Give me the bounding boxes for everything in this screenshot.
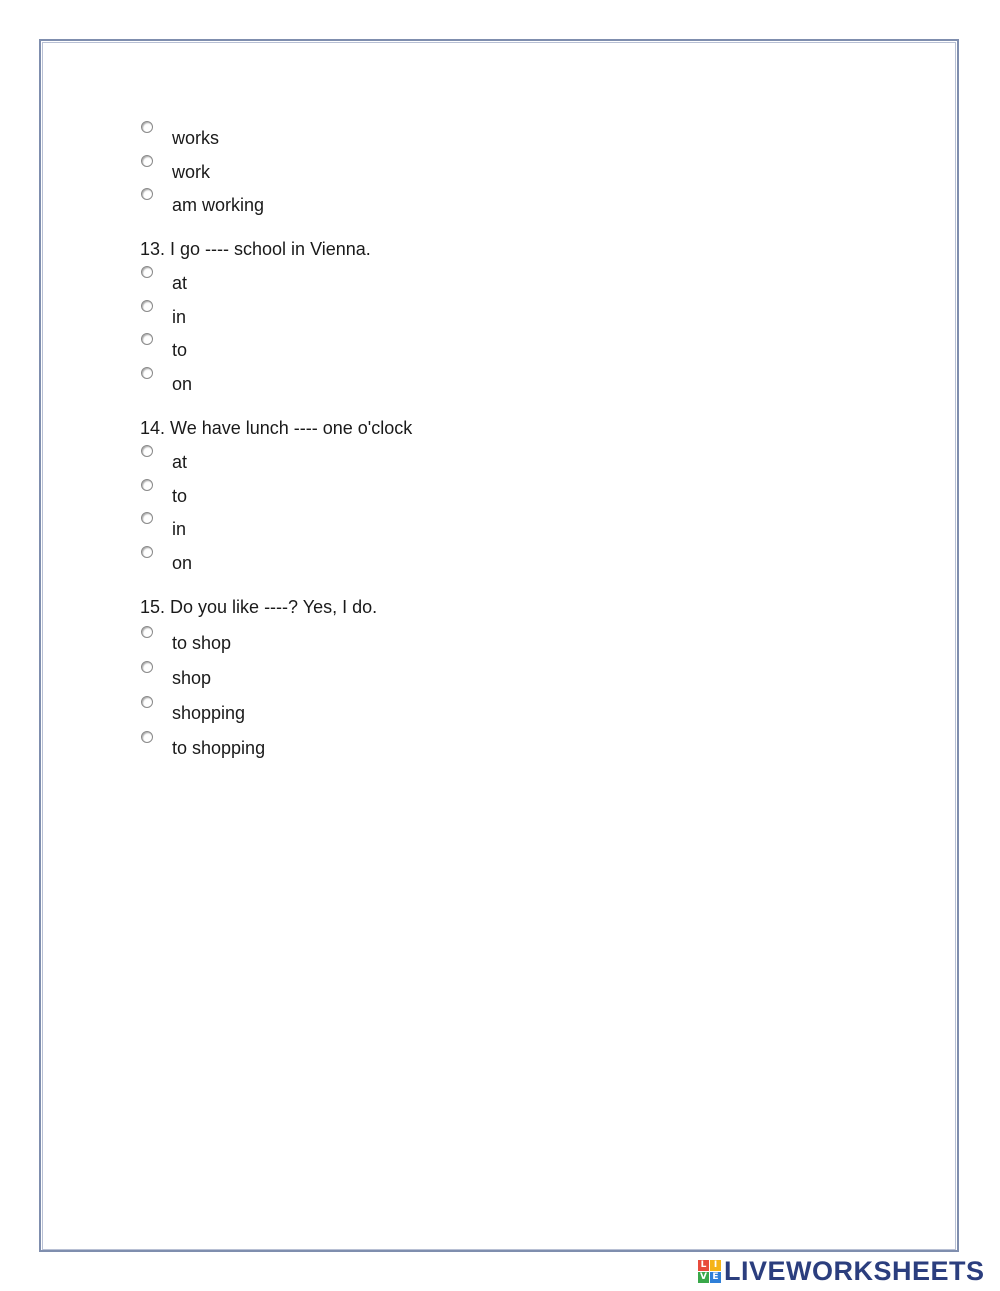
option-label: at (172, 452, 188, 472)
radio-button-icon[interactable] (141, 512, 153, 524)
option-label: work (172, 162, 211, 182)
liveworksheets-logo-icon (698, 1260, 721, 1283)
option-label: to shop (172, 633, 232, 653)
option-label: to shopping (172, 738, 266, 758)
radio-button-icon[interactable] (141, 333, 153, 345)
option-label: shop (172, 668, 212, 688)
question-14-text: 14. We have lunch ---- one o'clock (140, 418, 413, 438)
option-label: works (172, 128, 220, 148)
radio-button-icon[interactable] (141, 661, 153, 673)
option-label: in (172, 307, 187, 327)
question-13-text: 13. I go ---- school in Vienna. (140, 239, 371, 259)
radio-button-icon[interactable] (141, 121, 153, 133)
logo-tile-i: I (710, 1260, 721, 1271)
radio-button-icon[interactable] (141, 626, 153, 638)
question-15-text: 15. Do you like ----? Yes, I do. (140, 597, 378, 617)
radio-button-icon[interactable] (141, 731, 153, 743)
radio-button-icon[interactable] (141, 696, 153, 708)
option-label: am working (172, 195, 265, 215)
option-label: on (172, 374, 193, 394)
radio-button-icon[interactable] (141, 546, 153, 558)
radio-button-icon[interactable] (141, 155, 153, 167)
option-label: shopping (172, 703, 246, 723)
logo-tile-l: L (698, 1260, 709, 1271)
logo-tile-v: V (698, 1272, 709, 1283)
radio-button-icon[interactable] (141, 479, 153, 491)
radio-button-icon[interactable] (141, 188, 153, 200)
option-label: at (172, 273, 188, 293)
radio-button-icon[interactable] (141, 300, 153, 312)
radio-button-icon[interactable] (141, 367, 153, 379)
logo-tile-e: E (710, 1272, 721, 1283)
radio-button-icon[interactable] (141, 445, 153, 457)
option-label: in (172, 519, 187, 539)
brand-wordmark: LIVEWORKSHEETS (724, 1255, 985, 1286)
option-label: to (172, 340, 188, 360)
option-label: on (172, 553, 193, 573)
liveworksheets-brand (698, 1256, 985, 1286)
radio-button-icon[interactable] (141, 266, 153, 278)
option-label: to (172, 486, 188, 506)
